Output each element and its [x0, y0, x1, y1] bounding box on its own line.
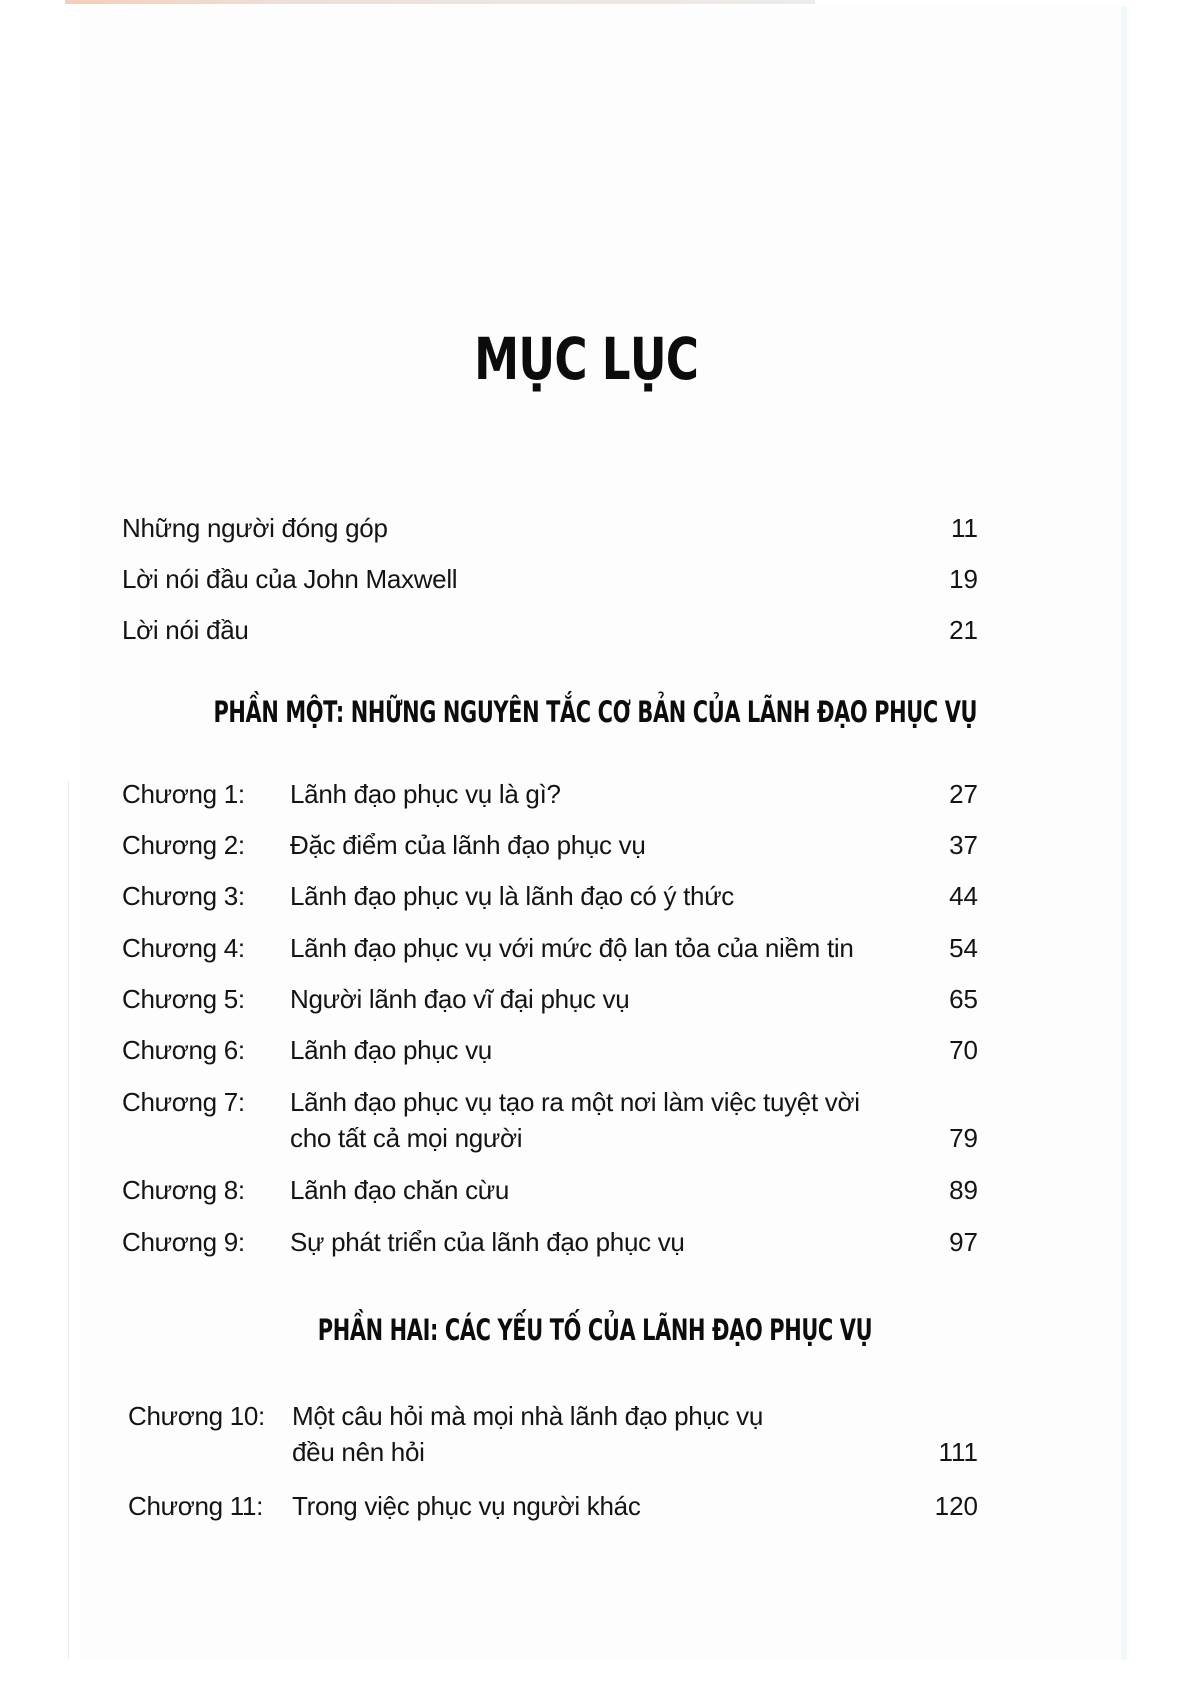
toc-chapter-10-continued: [0, 1434, 1190, 1470]
chapter-title: Lãnh đạo phục vụ: [290, 1035, 492, 1065]
chapter-page: 79: [949, 1123, 978, 1153]
chapter-label: Chương 10:: [128, 1401, 265, 1431]
chapter-title: Lãnh đạo phục vụ là lãnh đạo có ý thức: [290, 881, 734, 911]
toc-chapter-5: [0, 981, 1190, 1017]
chapter-page: 37: [949, 830, 978, 860]
toc-chapter-7-continued: [0, 1120, 1190, 1156]
toc-chapter-6: [0, 1032, 1190, 1068]
chapter-label: Chương 7:: [122, 1087, 245, 1117]
chapter-label: Chương 9:: [122, 1227, 245, 1257]
chapter-page: 89: [949, 1175, 978, 1205]
chapter-title-line2: cho tất cả mọi người: [290, 1123, 523, 1153]
toc-entry-page: 19: [949, 564, 978, 594]
part-two-heading: [0, 1313, 1190, 1347]
chapter-page: 65: [949, 984, 978, 1014]
chapter-label: Chương 2:: [122, 830, 245, 860]
part-heading-text: PHẦN MỘT: NHỮNG NGUYÊN TẮC CƠ BẢN CỦA LÃNH ĐẠO PHỤC VỤ: [213, 695, 977, 729]
chapter-title: Lãnh đạo chăn cừu: [290, 1175, 510, 1205]
chapter-label: Chương 8:: [122, 1175, 245, 1205]
toc-entry-maxwell-foreword: [0, 561, 1190, 597]
part-one-heading: [0, 695, 1190, 729]
toc-entry-title: Những người đóng góp: [122, 513, 388, 543]
toc-entry-title: Lời nói đầu của John Maxwell: [122, 564, 458, 594]
chapter-label: Chương 11:: [128, 1491, 264, 1521]
chapter-page: 70: [949, 1035, 978, 1065]
toc-entry-contributors: [0, 510, 1190, 546]
toc-chapter-7: [0, 1084, 1190, 1120]
chapter-label: Chương 1:: [122, 779, 245, 809]
chapter-title: Lãnh đạo phục vụ là gì?: [290, 779, 561, 809]
toc-chapter-10: [0, 1398, 1190, 1434]
chapter-label: Chương 3:: [122, 881, 245, 911]
chapter-label: Chương 5:: [122, 984, 245, 1014]
chapter-page: 44: [949, 881, 978, 911]
toc-chapter-8: [0, 1172, 1190, 1208]
toc-chapter-1: [0, 776, 1190, 812]
toc-chapter-4: [0, 930, 1190, 966]
chapter-label: Chương 4:: [122, 933, 245, 963]
scan-top-edge: [65, 0, 815, 4]
toc-entry-title: Lời nói đầu: [122, 615, 249, 645]
chapter-page: 54: [949, 933, 978, 963]
chapter-title: Lãnh đạo phục vụ với mức độ lan tỏa của niềm tin: [290, 933, 854, 963]
toc-chapter-9: [0, 1224, 1190, 1260]
part-heading-text: PHẦN HAI: CÁC YẾU TỐ CỦA LÃNH ĐẠO PHỤC VỤ: [317, 1313, 873, 1347]
chapter-page: 111: [938, 1437, 978, 1467]
chapter-page: 97: [949, 1227, 978, 1257]
toc-chapter-2: [0, 827, 1190, 863]
chapter-label: Chương 6:: [122, 1035, 245, 1065]
chapter-title: Đặc điểm của lãnh đạo phục vụ: [290, 830, 646, 860]
toc-chapter-11: [0, 1488, 1190, 1524]
chapter-title: Người lãnh đạo vĩ đại phục vụ: [290, 984, 630, 1014]
toc-chapter-3: [0, 878, 1190, 914]
chapter-page: 120: [934, 1491, 978, 1521]
toc-entry-page: 11: [951, 513, 978, 543]
chapter-title: Lãnh đạo phục vụ tạo ra một nơi làm việc tuyệt vời: [290, 1087, 860, 1117]
chapter-page: 27: [949, 779, 978, 809]
chapter-title: Sự phát triển của lãnh đạo phục vụ: [290, 1227, 685, 1257]
chapter-title-line2: đều nên hỏi: [292, 1437, 425, 1467]
toc-entry-page: 21: [949, 615, 978, 645]
toc-entry-foreword: [0, 612, 1190, 648]
page-title: MỤC LỤC: [474, 325, 699, 393]
chapter-title: Một câu hỏi mà mọi nhà lãnh đạo phục vụ: [292, 1401, 764, 1431]
chapter-title: Trong việc phục vụ người khác: [292, 1491, 641, 1521]
